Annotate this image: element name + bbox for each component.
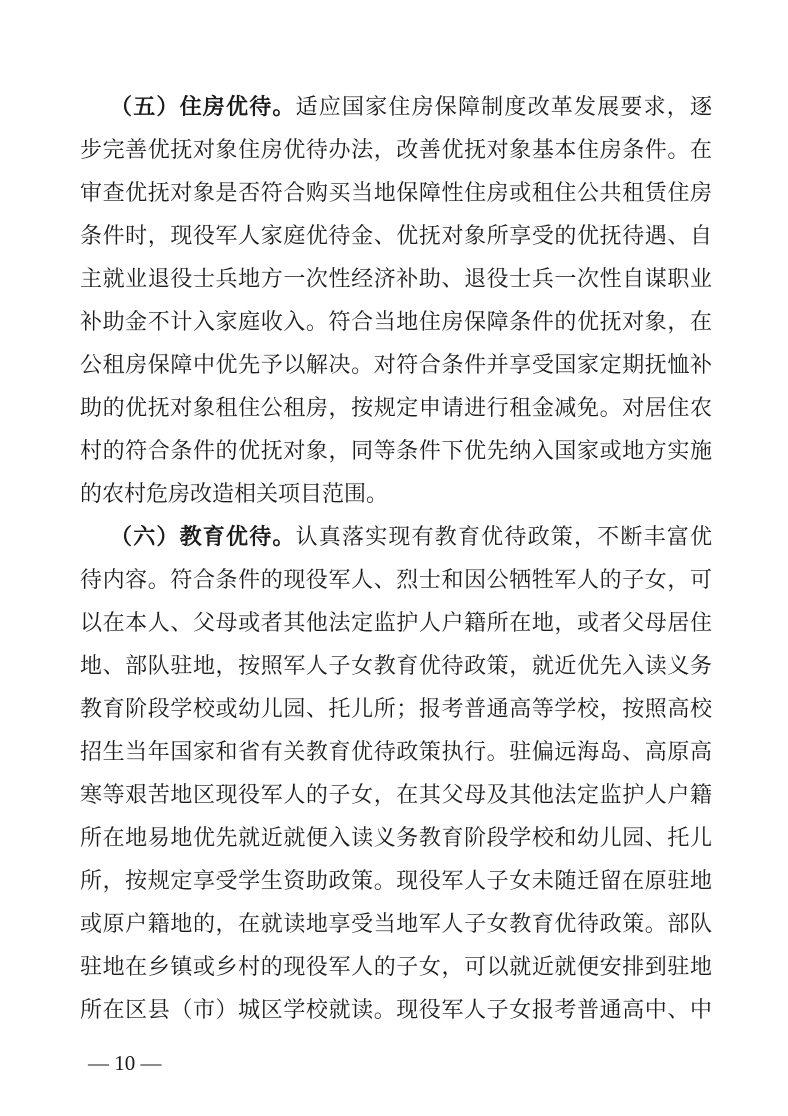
paragraph-line: 或原户籍地的，在就读地享受当地军人子女教育优待政策。部队 xyxy=(80,912,712,937)
paragraph-line: 公租房保障中优先予以解决。对符合条件并享受国家定期抚恤补 xyxy=(80,353,712,378)
paragraph-line: 村的符合条件的优抚对象，同等条件下优先纳入国家或地方实施 xyxy=(80,439,712,464)
paragraph-line: 助的优抚对象租住公租房，按规定申请进行租金减免。对居住农 xyxy=(80,396,712,421)
paragraph-line xyxy=(80,516,712,559)
paragraph-line: 教育阶段学校或幼儿园、托儿所；报考普通高等学校，按照高校 xyxy=(80,697,712,722)
paragraph-line: 所在地易地优先就近就便入读义务教育阶段学校和幼儿园、托儿 xyxy=(80,826,712,851)
paragraph-line: 寒等艰苦地区现役军人的子女，在其父母及其他法定监护人户籍 xyxy=(80,783,712,808)
paragraph-line: 所在区县（市）城区学校就读。现役军人子女报考普通高中、中 xyxy=(80,998,712,1023)
paragraph-line: 主就业退役士兵地方一次性经济补助、退役士兵一次性自谋职业 xyxy=(80,267,712,292)
body-text xyxy=(80,86,712,1032)
paragraph-line: 补助金不计入家庭收入。符合当地住房保障条件的优抚对象，在 xyxy=(80,310,712,335)
section-heading-education: （六）教育优待。 xyxy=(110,524,296,550)
paragraph-line: 以在本人、父母或者其他法定监护人户籍所在地，或者父母居住 xyxy=(80,611,712,636)
paragraph-line: 待内容。符合条件的现役军人、烈士和因公牺牲军人的子女，可 xyxy=(80,568,712,593)
section-heading-housing: （五）住房优待。 xyxy=(110,94,296,120)
paragraph-line: 步完善优抚对象住房优待办法，改善优抚对象基本住房条件。在 xyxy=(80,138,712,163)
paragraph-line: 驻地在乡镇或乡村的现役军人的子女，可以就近就便安排到驻地 xyxy=(80,955,712,980)
paragraph-line xyxy=(80,86,712,129)
page-number: — 10 — xyxy=(88,1051,162,1075)
paragraph-text: 适应国家住房保障制度改革发展要求，逐 xyxy=(295,95,712,120)
paragraph-text: 认真落实现有教育优待政策，不断丰富优 xyxy=(295,525,712,550)
paragraph-line: 的农村危房改造相关项目范围。 xyxy=(80,482,389,507)
paragraph-line: 地、部队驻地，按照军人子女教育优待政策，就近优先入读义务 xyxy=(80,654,712,679)
paragraph-line: 条件时，现役军人家庭优待金、优抚对象所享受的优抚待遇、自 xyxy=(80,224,712,249)
paragraph-line: 审查优抚对象是否符合购买当地保障性住房或租住公共租赁住房 xyxy=(80,181,712,206)
paragraph-line: 所，按规定享受学生资助政策。现役军人子女未随迁留在原驻地 xyxy=(80,869,712,894)
paragraph-line: 招生当年国家和省有关教育优待政策执行。驻偏远海岛、高原高 xyxy=(80,740,712,765)
